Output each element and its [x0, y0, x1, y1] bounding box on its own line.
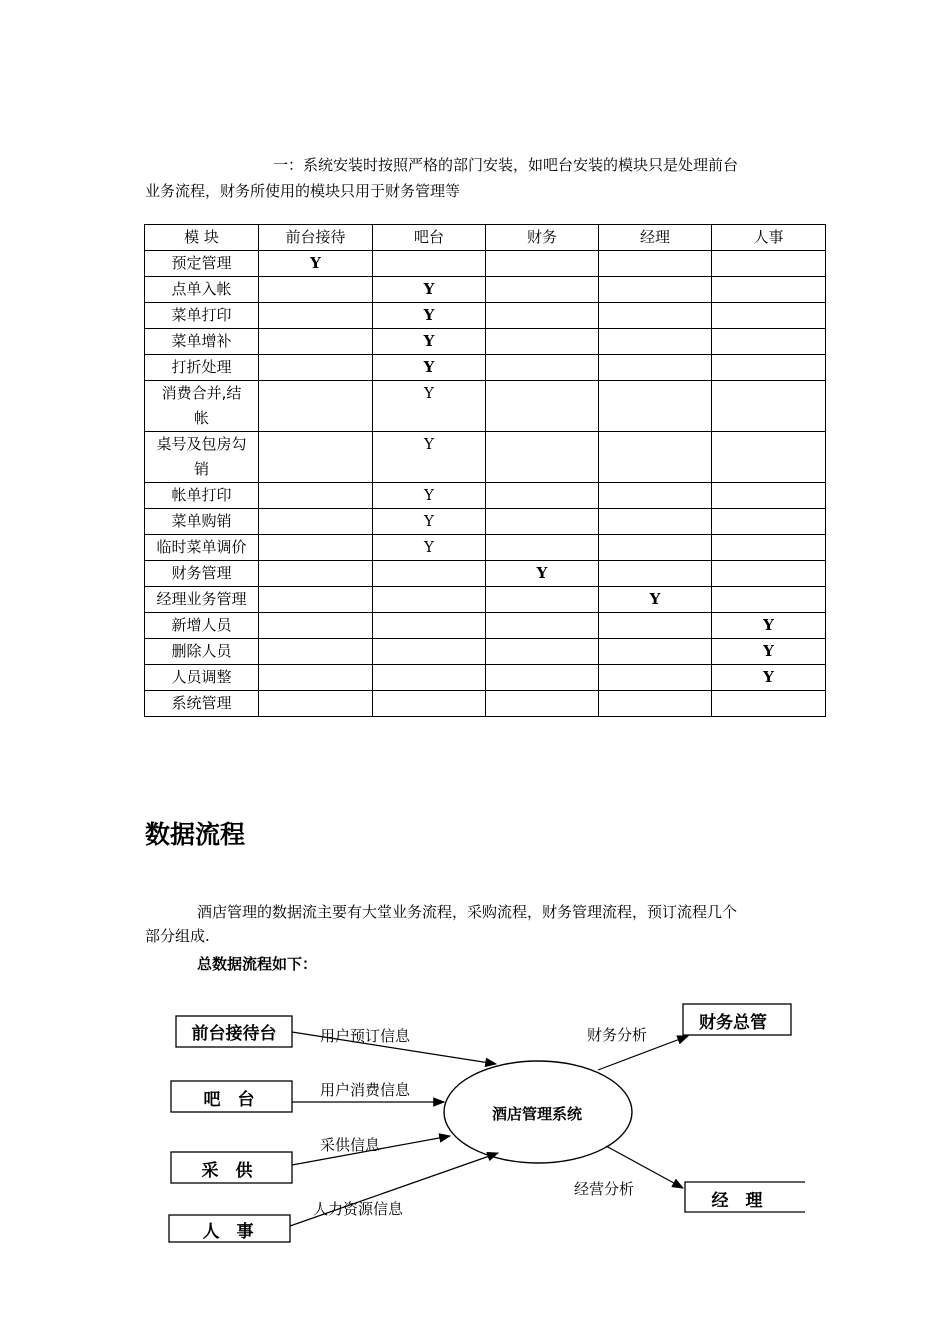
flow-label-hr: 人力资源信息	[313, 1200, 404, 1218]
center-system-node	[444, 1061, 632, 1163]
paragraph-line-1: 酒店管理的数据流主要有大堂业务流程，采购流程，财务管理流程，预订流程几个	[197, 903, 738, 921]
cell-bar	[373, 691, 486, 717]
table-row	[145, 355, 826, 381]
cell-hr	[712, 303, 826, 329]
cell-front-desk: Y	[259, 251, 373, 277]
cell-bar	[373, 561, 486, 587]
cell-manager	[599, 303, 712, 329]
cell-finance	[486, 509, 599, 535]
cell-manager	[599, 355, 712, 381]
cell-front-desk	[259, 277, 373, 303]
cell-bar: Y	[373, 355, 486, 381]
cell-manager	[599, 277, 712, 303]
cell-hr	[712, 355, 826, 381]
cell-finance	[486, 665, 599, 691]
cell-hr	[712, 587, 826, 613]
module-name-cell: 财务管理	[145, 561, 259, 587]
source-label-front-desk: 前台接待台	[191, 1024, 277, 1044]
cell-manager	[599, 639, 712, 665]
cell-manager	[599, 691, 712, 717]
cell-finance	[486, 691, 599, 717]
table-row	[145, 613, 826, 639]
table-row	[145, 561, 826, 587]
flow-label-purchasing: 采供信息	[320, 1136, 381, 1154]
cell-front-desk	[259, 303, 373, 329]
cell-hr	[712, 277, 826, 303]
module-name-cell: 消费合并,结帐	[145, 381, 259, 432]
cell-finance	[486, 535, 599, 561]
header-hr: 人事	[712, 225, 826, 251]
target-box-finance-head	[683, 1004, 791, 1035]
cell-front-desk	[259, 587, 373, 613]
header-bar: 吧台	[373, 225, 486, 251]
source-box-front-desk	[176, 1016, 292, 1047]
cell-manager	[599, 251, 712, 277]
cell-front-desk	[259, 613, 373, 639]
module-name-cell: 新增人员	[145, 613, 259, 639]
table-row	[145, 303, 826, 329]
module-name-cell: 点单入帐	[145, 277, 259, 303]
cell-front-desk	[259, 432, 373, 483]
cell-hr	[712, 483, 826, 509]
cell-bar: Y	[373, 432, 486, 483]
paragraph-line-2: 部分组成.	[145, 927, 210, 945]
intro-paragraph	[145, 152, 805, 204]
module-name-cell: 预定管理	[145, 251, 259, 277]
module-name-cell: 桌号及包房勾销	[145, 432, 259, 483]
flow-label-operations-analysis: 经营分析	[574, 1180, 635, 1198]
module-name-cell: 人员调整	[145, 665, 259, 691]
cell-manager	[599, 432, 712, 483]
section-title: 数据流程	[145, 820, 246, 849]
source-label-bar: 吧 台	[203, 1090, 255, 1110]
module-name-cell: 菜单打印	[145, 303, 259, 329]
center-system-label: 酒店管理系统	[491, 1105, 583, 1123]
cell-hr	[712, 432, 826, 483]
cell-hr	[712, 509, 826, 535]
intro-line-2: 业务流程，财务所使用的模块只用于财务管理等	[145, 182, 461, 200]
source-box-hr	[169, 1215, 290, 1242]
table-row	[145, 587, 826, 613]
cell-front-desk	[259, 639, 373, 665]
cell-bar: Y	[373, 483, 486, 509]
cell-hr	[712, 251, 826, 277]
cell-manager	[599, 509, 712, 535]
table-row	[145, 329, 826, 355]
cell-finance	[486, 639, 599, 665]
header-manager: 经理	[599, 225, 712, 251]
cell-finance	[486, 355, 599, 381]
table-row	[145, 483, 826, 509]
intro-line-1: 一：系统安装时按照严格的部门安装，如吧台安装的模块只是处理前台	[273, 156, 739, 174]
flow-label-consumption: 用户消费信息	[320, 1081, 411, 1099]
cell-bar: Y	[373, 509, 486, 535]
module-department-table	[144, 224, 826, 717]
table-row	[145, 509, 826, 535]
cell-front-desk	[259, 483, 373, 509]
table-header-row	[145, 225, 826, 251]
cell-front-desk	[259, 509, 373, 535]
header-finance: 财务	[486, 225, 599, 251]
source-label-hr: 人 事	[202, 1222, 254, 1242]
cell-hr	[712, 561, 826, 587]
module-name-cell: 菜单增补	[145, 329, 259, 355]
cell-manager	[599, 381, 712, 432]
cell-finance	[486, 381, 599, 432]
cell-finance	[486, 329, 599, 355]
header-module: 模 块	[145, 225, 259, 251]
cell-bar: Y	[373, 381, 486, 432]
table-row	[145, 639, 826, 665]
cell-hr	[712, 381, 826, 432]
cell-manager	[599, 613, 712, 639]
cell-finance	[486, 251, 599, 277]
cell-front-desk	[259, 561, 373, 587]
cell-hr	[712, 535, 826, 561]
cell-finance	[486, 432, 599, 483]
module-name-cell: 帐单打印	[145, 483, 259, 509]
module-name-cell: 经理业务管理	[145, 587, 259, 613]
cell-hr	[712, 329, 826, 355]
cell-hr: Y	[712, 639, 826, 665]
table-row	[145, 432, 826, 483]
table-row	[145, 535, 826, 561]
source-box-purchasing	[171, 1152, 292, 1183]
cell-bar	[373, 251, 486, 277]
diagram-subtitle: 总数据流程如下：	[197, 955, 318, 973]
target-label-finance-head: 财务总管	[699, 1013, 767, 1033]
cell-manager	[599, 483, 712, 509]
header-front-desk: 前台接待	[259, 225, 373, 251]
flow-label-financial-analysis: 财务分析	[587, 1026, 648, 1044]
table-row	[145, 381, 826, 432]
table-row	[145, 251, 826, 277]
cell-manager	[599, 561, 712, 587]
cell-front-desk	[259, 691, 373, 717]
cell-hr	[712, 691, 826, 717]
cell-bar: Y	[373, 303, 486, 329]
module-name-cell: 系统管理	[145, 691, 259, 717]
cell-bar: Y	[373, 535, 486, 561]
cell-bar: Y	[373, 277, 486, 303]
data-flow-diagram	[0, 990, 950, 1344]
cell-hr: Y	[712, 665, 826, 691]
cell-manager	[599, 535, 712, 561]
cell-manager	[599, 329, 712, 355]
cell-bar	[373, 639, 486, 665]
cell-bar	[373, 665, 486, 691]
cell-hr: Y	[712, 613, 826, 639]
cell-front-desk	[259, 535, 373, 561]
flow-label-booking: 用户预订信息	[320, 1027, 411, 1045]
cell-manager	[599, 665, 712, 691]
table-row	[145, 691, 826, 717]
module-name-cell: 菜单购销	[145, 509, 259, 535]
target-box-manager	[685, 1182, 805, 1212]
module-name-cell: 删除人员	[145, 639, 259, 665]
table-row	[145, 665, 826, 691]
cell-front-desk	[259, 665, 373, 691]
cell-finance	[486, 483, 599, 509]
cell-finance: Y	[486, 561, 599, 587]
cell-bar	[373, 613, 486, 639]
cell-finance	[486, 587, 599, 613]
target-label-manager: 经 理	[711, 1191, 763, 1211]
source-label-purchasing: 采 供	[201, 1161, 253, 1181]
cell-front-desk	[259, 355, 373, 381]
cell-bar	[373, 587, 486, 613]
section-paragraph	[145, 900, 807, 948]
cell-finance	[486, 613, 599, 639]
cell-manager: Y	[599, 587, 712, 613]
cell-front-desk	[259, 329, 373, 355]
cell-finance	[486, 303, 599, 329]
module-name-cell: 临时菜单调价	[145, 535, 259, 561]
cell-bar: Y	[373, 329, 486, 355]
table-row	[145, 277, 826, 303]
cell-finance	[486, 277, 599, 303]
source-box-bar	[171, 1081, 292, 1112]
module-name-cell: 打折处理	[145, 355, 259, 381]
table-body	[145, 251, 826, 717]
cell-front-desk	[259, 381, 373, 432]
